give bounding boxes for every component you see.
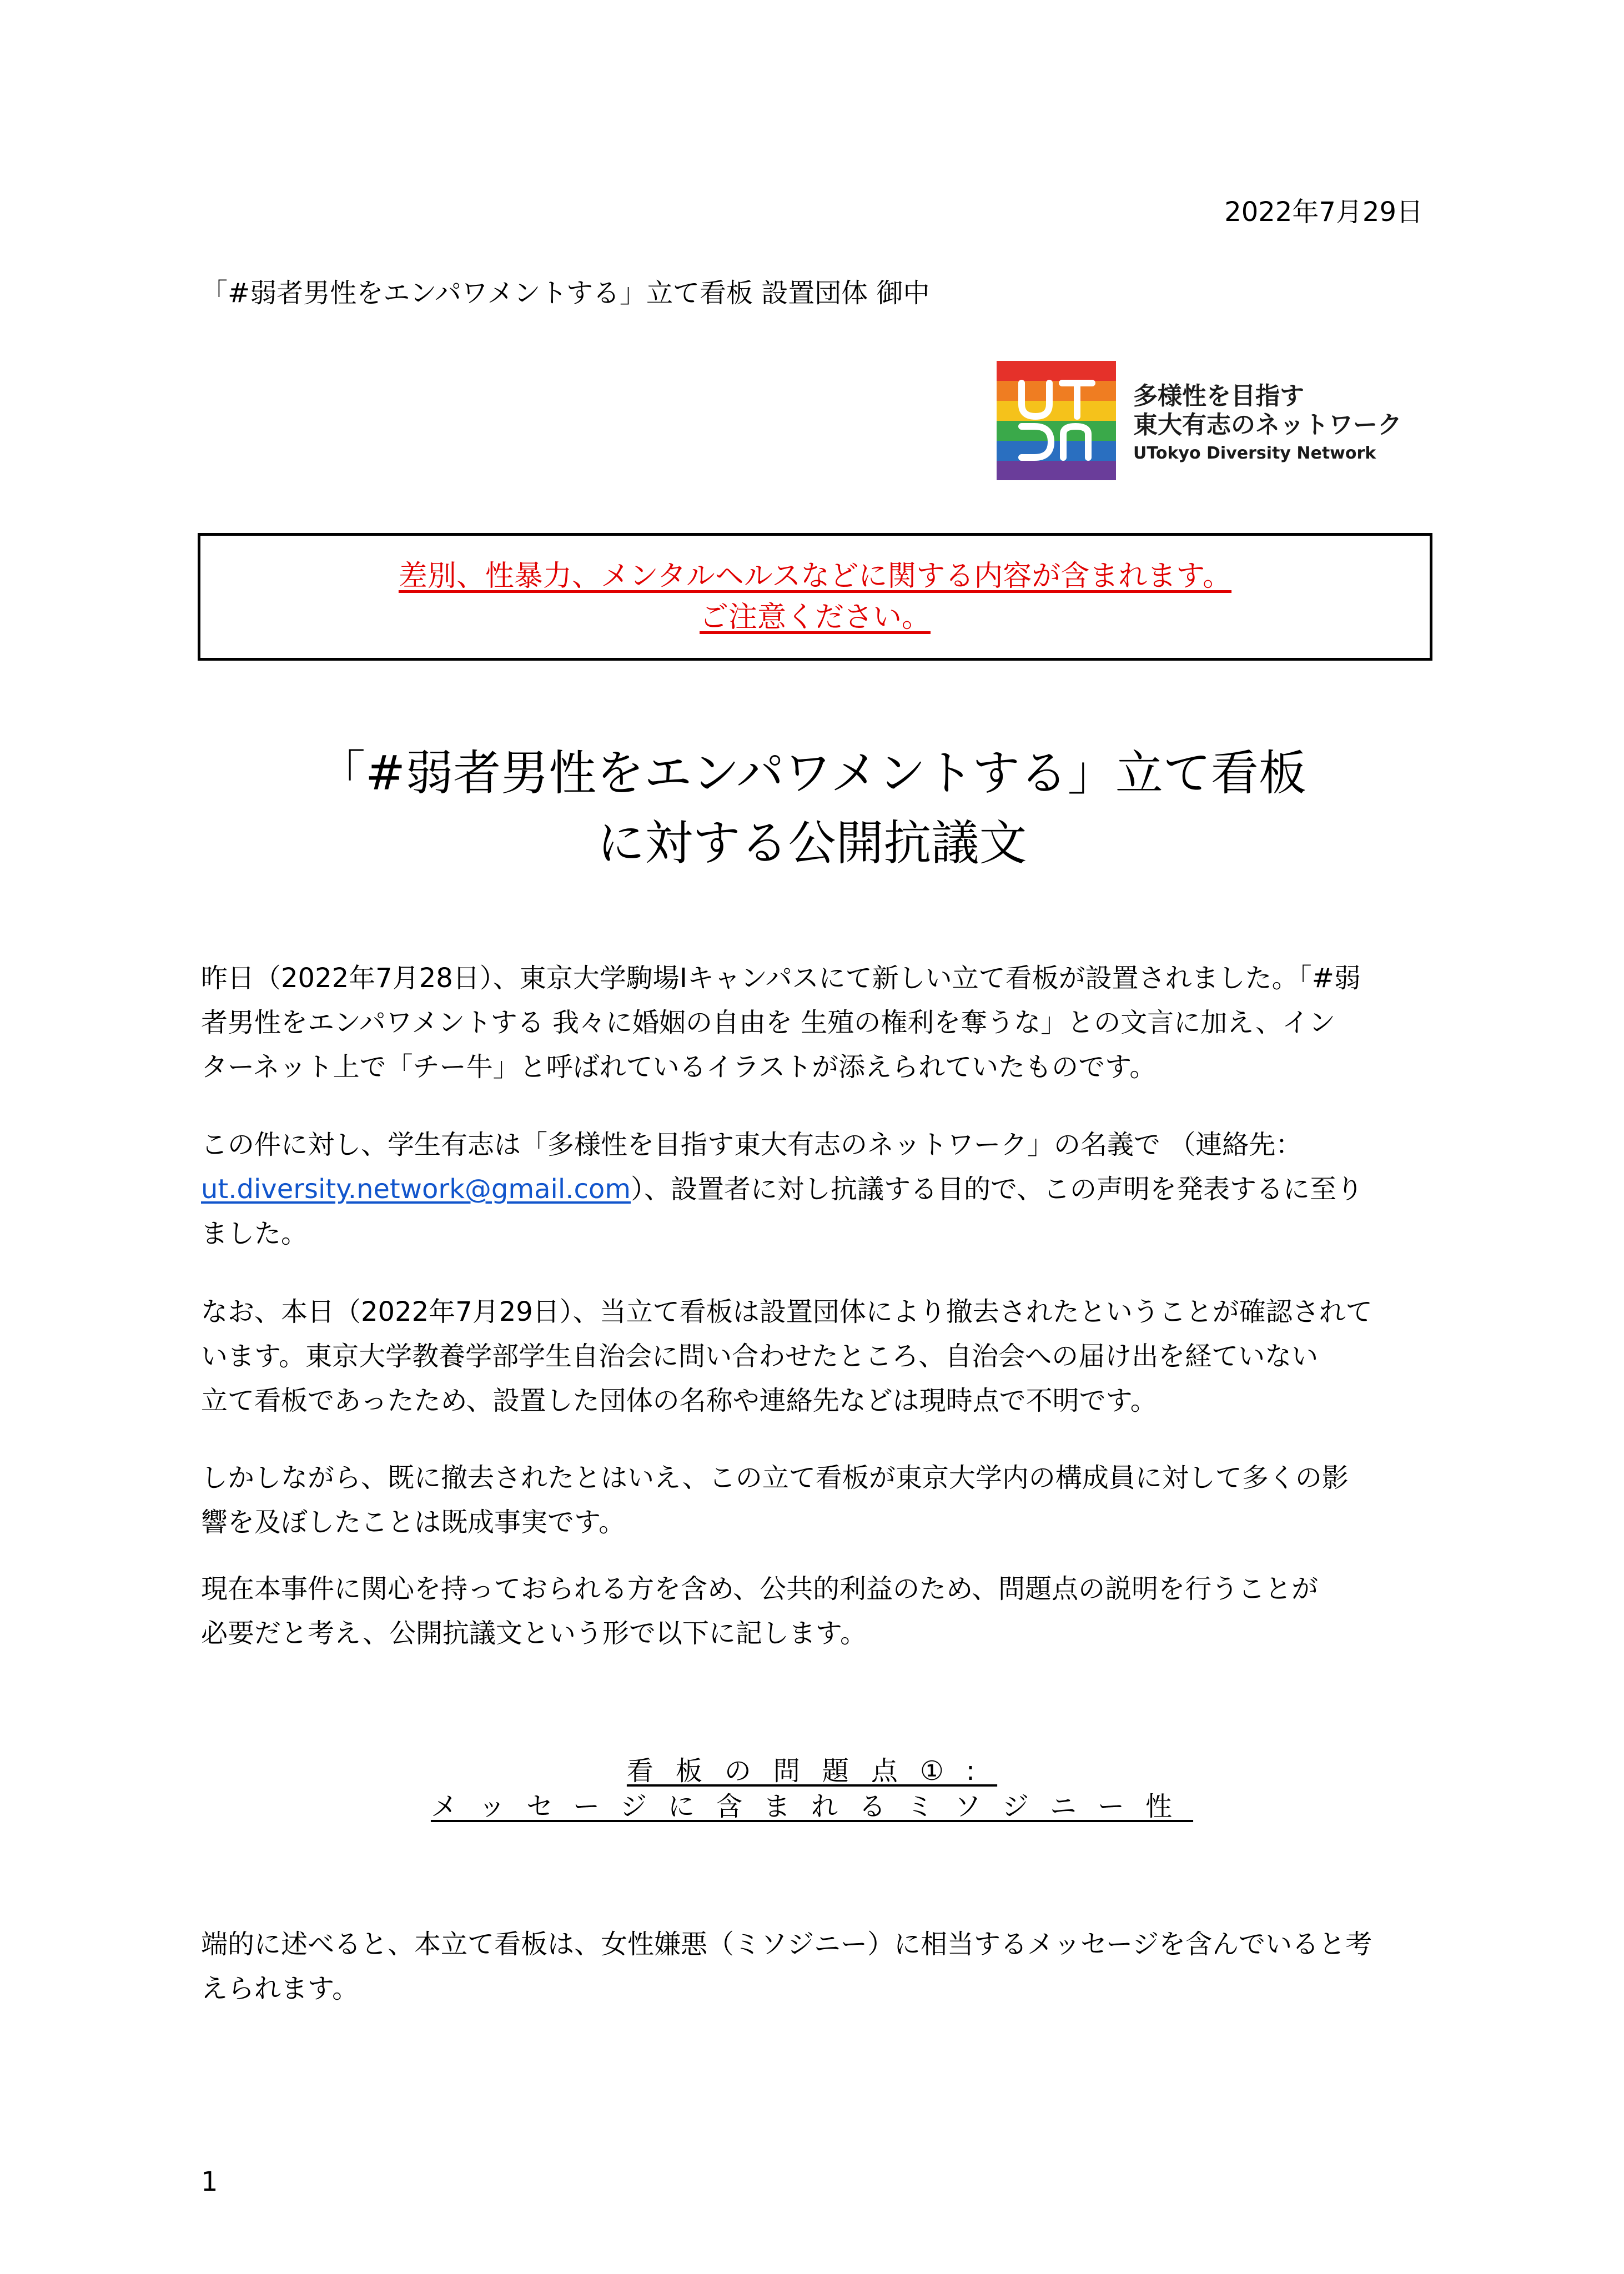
paragraph-line-rest: ）、設置者に対し抗議する目的で、この声明を発表するに至り — [630, 1174, 1364, 1205]
paragraph-line: 端的に述べると、本立て看板は、女性嫌悪（ミソジニー）に相当するメッセージを含んでいると考 — [201, 1929, 1372, 1960]
paragraph-line: 必要だと考え、公開抗議文という形で以下に記します。 — [201, 1618, 867, 1649]
paragraph-misogyny-summary — [201, 1922, 1431, 2011]
paragraph-line: なお、本日（2022年7月29日）、当立て看板は設置団体により撤去されたということが確認されて — [201, 1296, 1372, 1327]
content-warning-line-2: ご注意ください。 — [699, 601, 931, 634]
paragraph-line: この件に対し、学生有志は「多様性を目指す東大有志のネットワーク」の名義で （連絡先： — [201, 1129, 1303, 1160]
title-line-2: に対する公開抗議文 — [597, 816, 1027, 871]
addressee: 「#弱者男性をエンパワメントする」立て看板 設置団体 御中 — [201, 278, 930, 309]
utdn-logo-text — [1133, 382, 1402, 465]
paragraph-purpose — [201, 1567, 1431, 1656]
logo-band-green — [997, 421, 1116, 441]
logo-line-1: 多様性を目指す — [1133, 382, 1304, 410]
section-heading-line-1: 看板の問題点①: — [626, 1755, 998, 1787]
paragraph-line: えられます。 — [201, 1973, 359, 2004]
paragraph-line: います。東京大学教養学部学生自治会に問い合わせたところ、自治会への届け出を経ていない — [201, 1341, 1319, 1372]
content-warning-line-1: 差別、性暴力、メンタルヘルスなどに関する内容が含まれます。 — [398, 560, 1232, 593]
logo-band-blue — [997, 441, 1116, 461]
logo-band-yellow — [997, 401, 1116, 421]
utdn-logo-mark — [997, 361, 1116, 480]
paragraph-removal-notice — [201, 1290, 1431, 1423]
title-line-1: 「#弱者男性をエンパワメントする」立て看板 — [318, 746, 1306, 801]
content-warning-box — [198, 533, 1432, 661]
logo-line-2: 東大有志のネットワーク — [1133, 411, 1402, 439]
paragraph-line: 響を及ぼしたことは既成事実です。 — [201, 1507, 626, 1538]
logo-band-orange — [997, 381, 1116, 401]
paragraph-background — [201, 956, 1431, 1089]
section-heading-line-2: メッセージに含まれるミソジニー性 — [430, 1791, 1194, 1822]
paragraph-impact — [201, 1456, 1431, 1544]
logo-band-red — [997, 361, 1116, 381]
utdn-logo — [997, 361, 1441, 480]
paragraph-line: 昨日（2022年7月28日）、東京大学駒場Iキャンパスにて新しい立て看板が設置されました。「#弱 — [201, 963, 1361, 994]
section-heading — [0, 1753, 1624, 1824]
paragraph-line: 現在本事件に関心を持っておられる方を含め、公共的利益のため、問題点の説明を行うことが — [201, 1573, 1319, 1604]
paragraph-line: ターネット上で「チー牛」と呼ばれているイラストが添えられていたものです。 — [201, 1052, 1157, 1083]
document-title — [0, 738, 1624, 878]
paragraph-line: 立て看板であったため、設置した団体の名称や連絡先などは現時点で不明です。 — [201, 1385, 1157, 1416]
document-date: 2022年7月29日 — [1224, 197, 1423, 228]
paragraph-line: しかしながら、既に撤去されたとはいえ、この立て看板が東京大学内の構成員に対して多くの影 — [201, 1462, 1349, 1493]
contact-email-link[interactable]: ut.diversity.network@gmail.com — [201, 1174, 631, 1205]
paragraph-line-with-email — [201, 1167, 1431, 1211]
paragraph-statement-purpose — [201, 1123, 1431, 1256]
logo-english-name: UTokyo Diversity Network — [1133, 444, 1376, 463]
paragraph-line: ました。 — [201, 1218, 308, 1249]
paragraph-line: 者男性をエンパワメントする 我々に婚姻の自由を 生殖の権利を奪うな」との文言に加え、イン — [201, 1007, 1336, 1038]
logo-band-purple — [997, 461, 1116, 480]
page-number: 1 — [201, 2166, 218, 2197]
